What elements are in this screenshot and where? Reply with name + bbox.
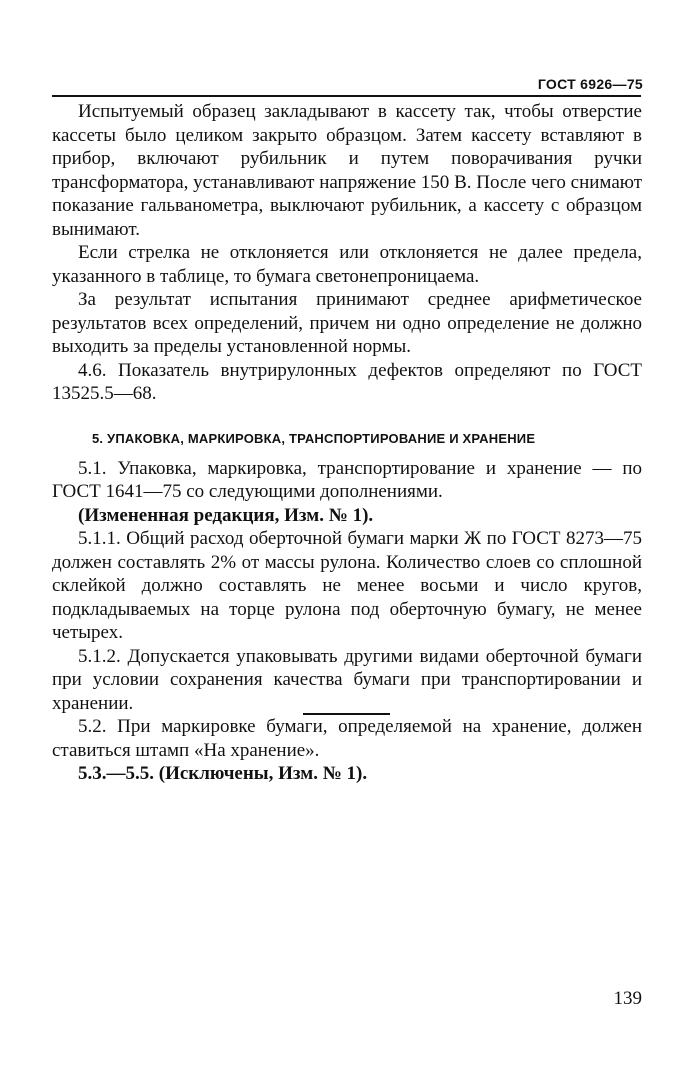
document-body [52, 100, 642, 786]
paragraph-test-result: За результат испытания принимают среднее арифметическое результатов всех определений, причем ни одно определение не должно выходить за пределы установленной нормы. [52, 289, 642, 357]
paragraph-5-2: 5.2. При маркировке бумаги, определяемой на хранение, должен ставиться штамп «На хранение». [52, 716, 642, 761]
paragraph-4-6: 4.6. Показатель внутрирулонных дефектов определяют по ГОСТ 13525.5—68. [52, 359, 642, 404]
paragraph-5-1-1: 5.1.1. Общий расход оберточной бумаги марки Ж по ГОСТ 8273—75 должен составлять 2% от массы рулона. Количество слоев со сплошной склейкой должно составлять не менее восьми и число кругов, подкладываемых на торце рулона под оберточную бумагу, не менее четырех. [52, 528, 642, 643]
paragraph-light-tightness: Если стрелка не отклоняется или отклоняется не далее предела, указанного в таблице, то бумага светонепроницаема. [52, 242, 642, 287]
paragraph-5-3-5-5: 5.3.—5.5. (Исключены, Изм. № 1). [78, 763, 368, 784]
paragraph-sample-procedure: Испытуемый образец закладывают в кассету так, чтобы отверстие кассеты было целиком закрыто образцом. Затем кассету вставляют в прибор, включают рубильник и путем поворачивания ручки трансформатора, устанавливают напряжение 150 В. После чего снимают показание гальванометра, выключают рубильник, а кассету с образцом вынимают. [52, 101, 642, 240]
section-5-title: 5. УПАКОВКА, МАРКИРОВКА, ТРАНСПОРТИРОВАНИЕ И ХРАНЕНИЕ [92, 430, 536, 446]
amendment-note: (Измененная редакция, Изм. № 1). [78, 504, 374, 526]
paragraph-5-1-2: 5.1.2. Допускается упаковывать другими видами оберточной бумаги при условии сохранения качества бумаги при транспортировании и хранении. [52, 645, 642, 714]
end-rule [303, 713, 390, 715]
header-rule [52, 95, 641, 97]
standard-header: ГОСТ 6926—75 [537, 76, 643, 92]
paragraph-5-1: 5.1. Упаковка, маркировка, транспортирование и хранение — по ГОСТ 1641—75 со следующими дополнениями. [52, 457, 642, 502]
page-number: 139 [613, 988, 642, 1009]
